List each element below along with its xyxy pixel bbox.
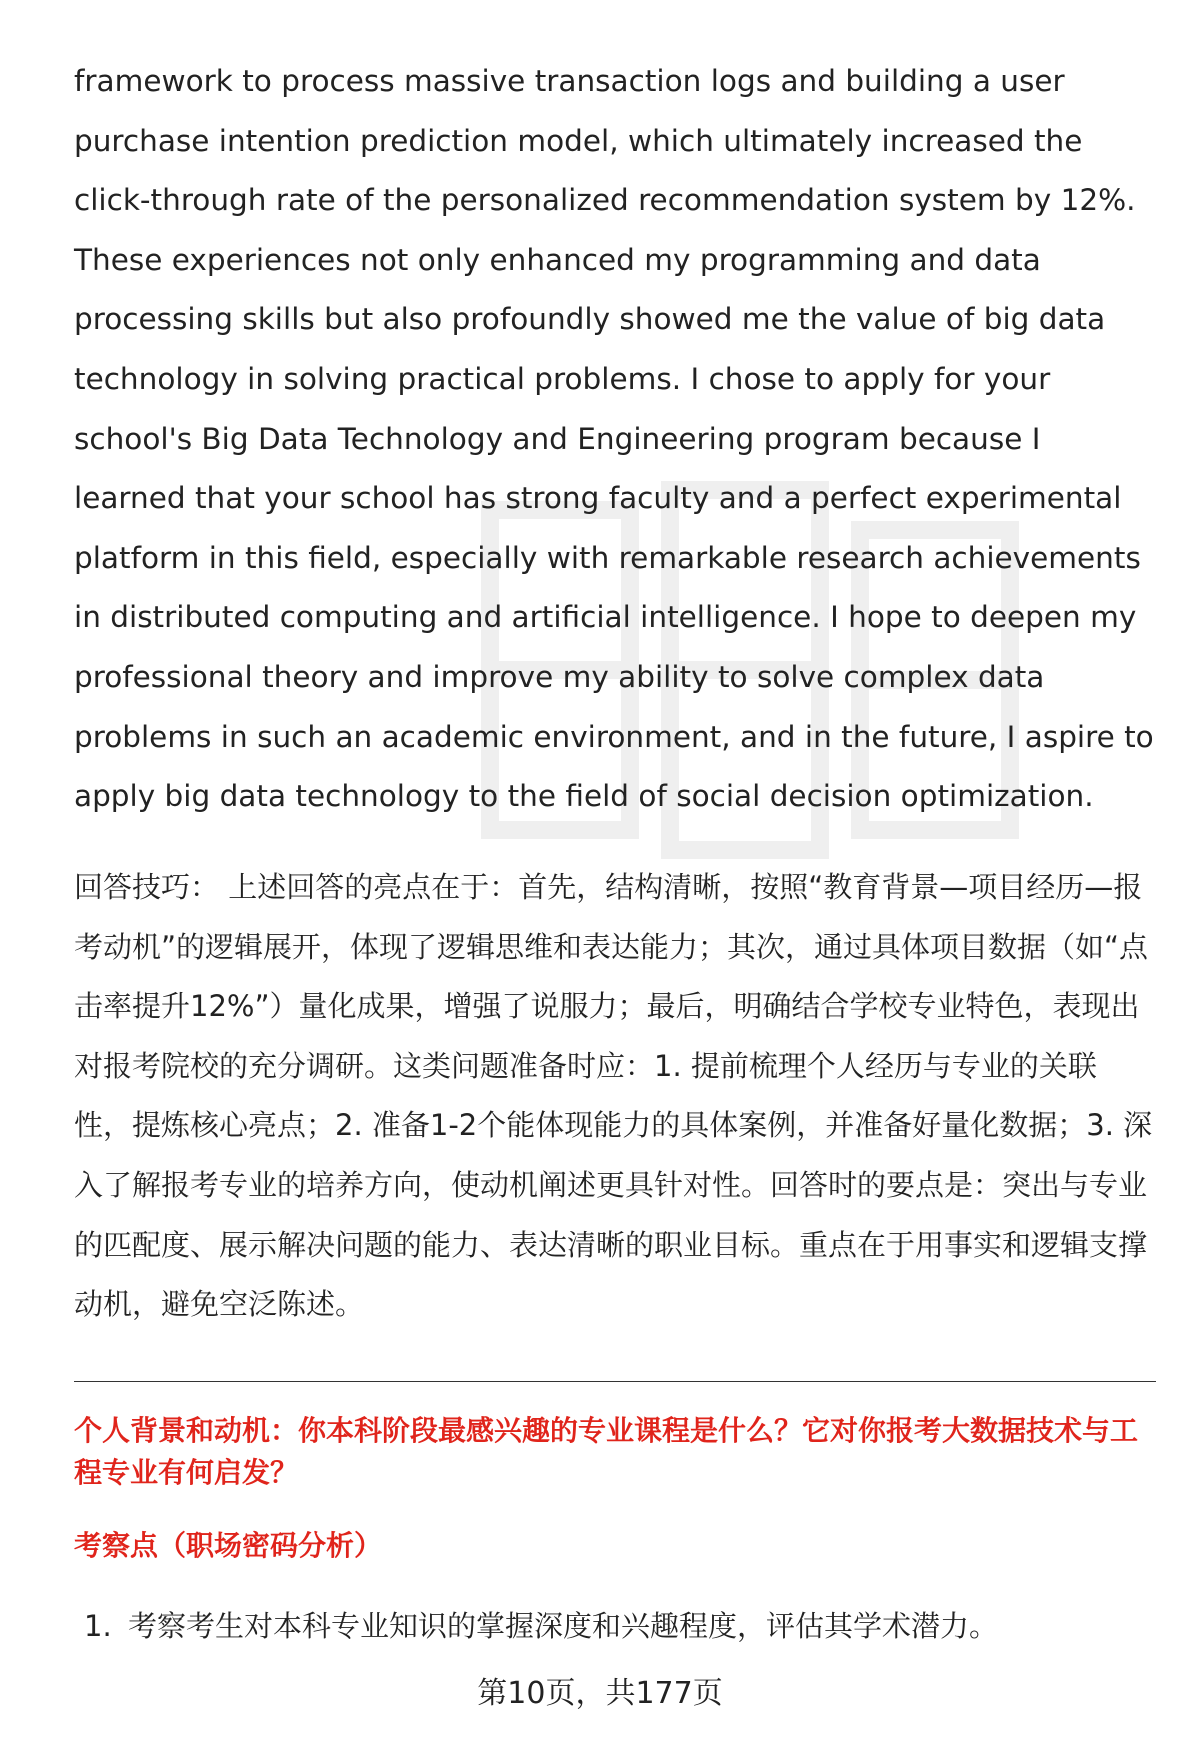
answer-english-paragraph: framework to process massive transaction logs and building a user purchase intention prediction model, which ultimately increased the click-through rate of the personalized recommendation system by 12%. These experiences not only enhanced my programming and data processing skills but also profoundly showed me the value of big data technology in solving practical problems. I chose to apply for your school's Big Data Technology and Engineering program because I learned that your school has strong faculty and a perfect experimental platform in this field, especially with remarkable research achievements in distributed computing and artificial intelligence. I hope to deepen my professional theory and improve my ability to solve complex data problems in such an academic environment, and in the future, I aspire to apply big data technology to the field of social decision optimization.	[74, 64, 1154, 814]
list-item-text: 考察考生对本科专业知识的掌握深度和兴趣程度，评估其学术潜力。	[128, 1609, 999, 1643]
page-number-footer: 第10页，共177页	[477, 1676, 723, 1711]
assessment-point-list	[84, 1604, 998, 1648]
section-divider	[74, 1381, 1156, 1382]
list-item-number: 1.	[84, 1609, 112, 1643]
answer-tip-paragraph: 回答技巧： 上述回答的亮点在于：首先，结构清晰，按照“教育背景—项目经历—报考动机”的逻辑展开，体现了逻辑思维和表达能力；其次，通过具体项目数据（如“点击率提升12%”）量化成果，增强了说服力；最后，明确结合学校专业特色，表现出对报考院校的充分调研。这类问题准备时应：1. 提前梳理个人经历与专业的关联性，提炼核心亮点；2. 准备1-2个能体现能力的具体案例，并准备好量化数据；3. 深入了解报考专业的培养方向，使动机阐述更具针对性。回答时的要点是：突出与专业的匹配度、展示解决问题的能力、表达清晰的职业目标。重点在于用事实和逻辑支撑动机，避免空泛陈述。	[74, 870, 1153, 1322]
assessment-subheading: 考察点（职场密码分析）	[74, 1529, 383, 1562]
list-item	[84, 1604, 998, 1648]
question-heading: 个人背景和动机：你本科阶段最感兴趣的专业课程是什么？它对你报考大数据技术与工程专业有何启发？	[74, 1414, 1139, 1489]
